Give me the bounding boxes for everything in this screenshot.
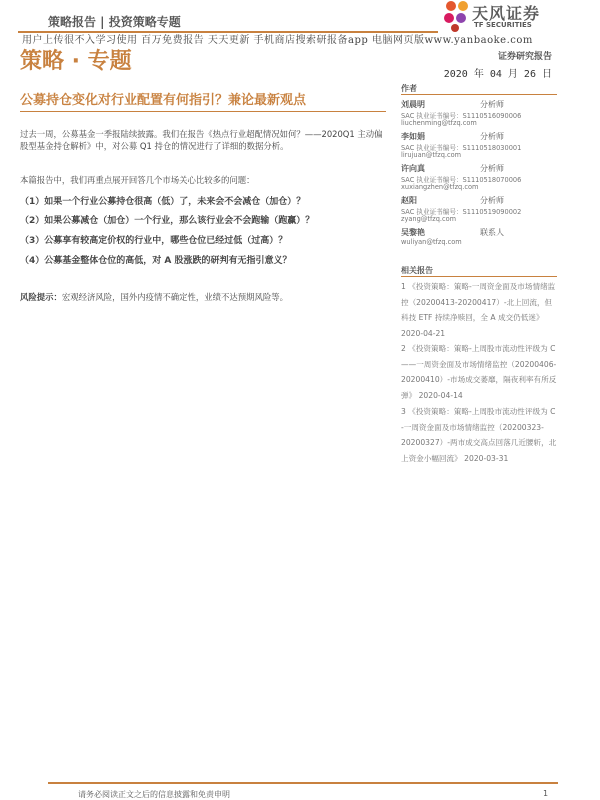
author-email[interactable]: wuliyan@tfzq.com: [401, 238, 462, 246]
related-report-item[interactable]: 1 《投资策略：策略-一周资金面及市场情绪监控（20200413-20200417）-北上回流，但科技 ETF 持续净赎回，全 A 成交仍低迷》 2020-04-21: [401, 282, 556, 338]
author-card: [401, 227, 557, 251]
authors-rule: [401, 94, 557, 95]
risk-label: 风险提示：: [20, 292, 62, 302]
questions-intro: 本篇报告中，我们再重点展开回答几个市场关心比较多的问题：: [20, 175, 255, 185]
question-item: （4）公募基金整体仓位的高低，对 A 股涨跌的研判有无指引意义？: [20, 256, 292, 266]
author-role: 分析师: [480, 196, 504, 205]
risk-text: 宏观经济风险，国外内疫情不确定性，业绩不达预期风险等。: [61, 292, 288, 302]
author-email[interactable]: zyang@tfzq.com: [401, 215, 457, 223]
related-report-item[interactable]: 2 《投资策略：策略-上周股市流动性评级为 C——一周资金面及市场情绪监控（20200406-20200410）-市场成交萎靡，隔夜利率有所反弹》 2020-04-14: [401, 344, 557, 400]
author-card: [401, 195, 557, 229]
author-role: 分析师: [480, 132, 504, 141]
author-email[interactable]: liuchenming@tfzq.com: [401, 119, 477, 127]
section-title: 策略 · 专题: [20, 49, 132, 74]
author-card: [401, 131, 557, 165]
author-name: 李如娟: [401, 132, 425, 141]
report-date: 2020 年 04 月 26 日: [443, 69, 552, 80]
author-role: 分析师: [480, 100, 504, 109]
related-report-item[interactable]: 3 《投资策略：策略-上周股市流动性评级为 C -一周资金面及市场情绪监控（20200323-20200327）-两市成交高点回落几近腰斩，北上资金小幅回流》 2020-03-31: [401, 407, 557, 463]
risk-warning: [20, 291, 288, 303]
report-type: 证券研究报告: [497, 52, 552, 62]
breadcrumb: 策略报告 | 投资策略专题: [48, 15, 181, 29]
question-item: （3）公募享有较高定价权的行业中，哪些仓位已经过低（过高）？: [20, 236, 288, 246]
author-card: [401, 163, 557, 197]
author-cert: SAC 执业证书编号：S1110519090002: [401, 208, 522, 216]
author-name: 刘晨明: [401, 100, 425, 109]
related-reports-heading: 相关报告: [401, 266, 433, 275]
footer-disclaimer: 请务必阅读正文之后的信息披露和免责申明: [78, 790, 230, 799]
question-item: （2）如果公募减仓（加仓）一个行业，那么该行业会不会跑输（跑赢）？: [20, 216, 315, 226]
author-cert: SAC 执业证书编号：S1110518030001: [401, 144, 522, 152]
author-cert: SAC 执业证书编号：S1110516090006: [401, 112, 522, 120]
author-role: 联系人: [480, 228, 504, 237]
question-item: （1）如果一个行业公募持仓很高（低）了，未来会不会减仓（加仓）？: [20, 197, 306, 207]
logo-mark-icon: [442, 0, 472, 32]
watermark-text: 用户上传很不入学习使用 百万免费报告 天天更新 手机商店搜索研报备app 电脑网页版www.yanbaoke.com: [22, 35, 533, 46]
logo-name-en: TF SECURITIES: [474, 21, 532, 29]
logo-name-cn: 天风证券: [472, 4, 541, 23]
company-logo: [442, 0, 562, 34]
page-number: 1: [543, 789, 549, 798]
author-role: 分析师: [480, 164, 504, 173]
author-email[interactable]: lirujuan@tfzq.com: [401, 151, 462, 159]
author-cert: SAC 执业证书编号：S1110518070006: [401, 176, 522, 184]
author-name: 许向真: [401, 164, 425, 173]
intro-paragraph: 过去一周，公募基金一季报陆续披露。我们在报告《热点行业超配情况如何？——2020Q1 主动偏股型基金持仓解析》中，对公募 Q1 持仓的情况进行了详细的数据分析。: [20, 129, 383, 151]
authors-heading: 作者: [401, 84, 417, 93]
author-name: 吴黎艳: [401, 228, 425, 237]
report-title: 公募持仓变化对行业配置有何指引？兼论最新观点: [20, 93, 307, 108]
author-email[interactable]: xuxiangzhen@tfzq.com: [401, 183, 479, 191]
author-name: 赵阳: [401, 196, 417, 205]
footer-rule: [48, 782, 558, 784]
author-card: [401, 99, 557, 133]
title-rule: [20, 111, 386, 112]
related-reports-rule: [401, 276, 557, 277]
